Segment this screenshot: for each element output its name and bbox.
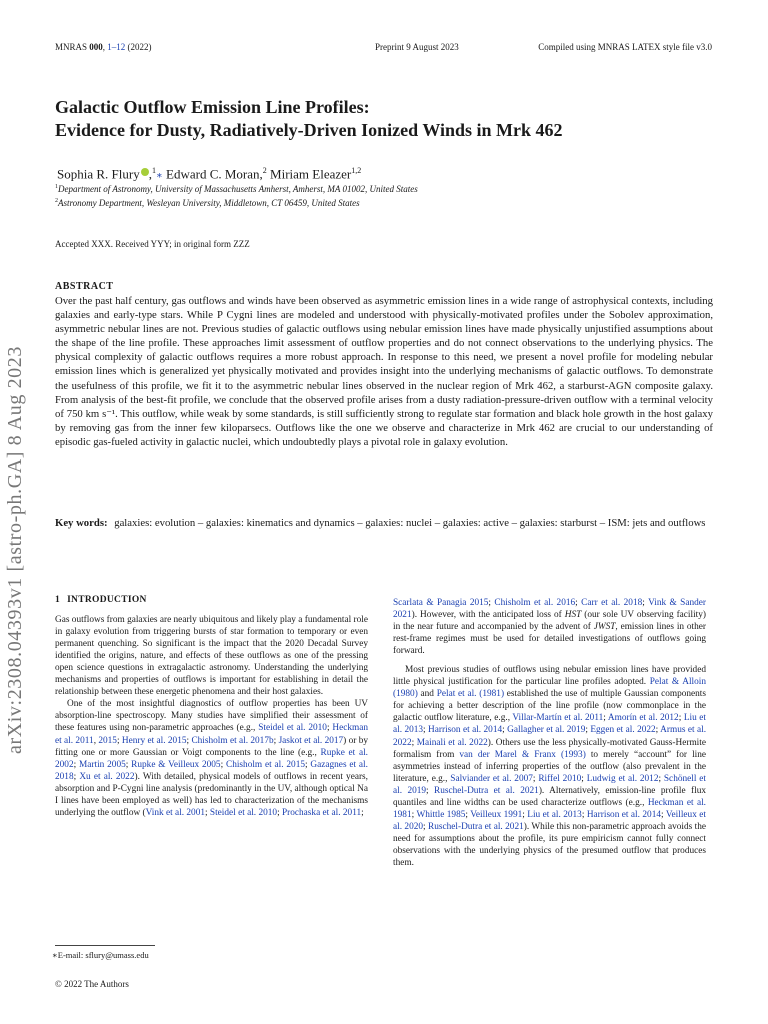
- citation-link[interactable]: Harrison et al. 2014: [428, 725, 503, 736]
- citation-link[interactable]: Ludwig et al. 2012: [586, 773, 659, 784]
- citation-link[interactable]: Riffel 2010: [538, 773, 582, 784]
- citation-link[interactable]: Prochaska et al. 2011: [281, 807, 362, 818]
- citation-link[interactable]: 2015: [98, 735, 117, 746]
- paragraph: Scarlata & Panagia 2015; Chisholm et al. 2016; Carr et al. 2018; Vink & Sander 2021). However, with the anticipated loss of HST (our sole UV observing facility) in the near future and accompanied by the advent of JWST, emission lines in other rest-frame regimes must be used for detailed investigations of outflows going forward.: [393, 598, 707, 657]
- footnote-divider: [55, 945, 155, 946]
- telescope-name: JWST: [593, 622, 616, 633]
- keywords: [55, 516, 713, 531]
- citation-link[interactable]: Scarlata & Panagia 2015: [393, 598, 489, 608]
- journal-reference: MNRAS 000, 1–12 (2022): [55, 42, 152, 52]
- citation-link[interactable]: Henry et al. 2015: [121, 735, 187, 746]
- orcid-icon[interactable]: [141, 168, 149, 176]
- citation-link[interactable]: Jaskot et al. 2017: [278, 735, 344, 746]
- citation-link[interactable]: Eggen et al. 2022: [590, 725, 656, 736]
- citation-link[interactable]: Steidel et al. 2010: [258, 723, 327, 734]
- citation-link[interactable]: van der Marel & Franx: [459, 749, 556, 760]
- citation-link[interactable]: Villar-Martín et al. 2011: [512, 713, 604, 724]
- author-list: Sophia R. Flury ,$^1$∗ Edward C. Moran,$^2$ Miriam Eleazer$^{1,2}$: [57, 166, 362, 182]
- citation-link[interactable]: Amorín et al. 2012: [607, 713, 679, 724]
- paragraph: One of the most insightful diagnostics of outflow properties has been UV absorption-line spectroscopy. Many studies have simplified their assessment of these features using non-parametric approaches (e.g., Steidel et al. 2010; Heckman et al. 2011, 2015; Henry et al. 2015; Chisholm et al. 2017b; Jaskot et al. 2017) or by fitting one or more Gaussian or Voigt components to the line (e.g., Rupke et al. 2002; Martin 2005; Rupke & Veilleux 2005; Chisholm et al. 2015; Gazagnes et al. 2018; Xu et al. 2022). With detailed, physical models of outflows in recent years, absorption and P-Cygni line analysis (predominantly in the UV, although optical Na I lines have been employed as well) has led to characterization of the mechanisms underlying the outflow (Vink et al. 2001; Steidel et al. 2010; Prochaska et al. 2011;: [55, 699, 368, 818]
- citation-link[interactable]: Carr et al. 2018: [581, 598, 643, 608]
- left-column: [55, 594, 368, 819]
- citation-link[interactable]: Salviander et al. 2007: [450, 773, 533, 784]
- citation-link[interactable]: (1993): [561, 749, 586, 760]
- citation-link[interactable]: Schönell et al. 2019: [393, 773, 706, 796]
- right-column: [393, 597, 706, 869]
- section-heading: 1 INTRODUCTION: [55, 595, 147, 605]
- running-header: [55, 40, 712, 54]
- title-line-2: Evidence for Dusty, Radiatively-Driven Ionized Winds in Mrk 462: [55, 120, 563, 140]
- citation-link[interactable]: Armus et al. 2022: [393, 725, 707, 748]
- author-affiliation-sup: 2: [262, 166, 267, 175]
- copyright-notice: © 2022 The Authors: [55, 979, 129, 989]
- citation-link[interactable]: Steidel et al. 2010: [209, 807, 278, 818]
- author-name: Edward C. Moran,: [166, 166, 263, 182]
- author-affiliation-sup: 1: [151, 166, 156, 175]
- citation-link[interactable]: Ruschel-Dutra et al. 2021: [428, 821, 524, 832]
- citation-link[interactable]: Chisholm et al. 2016: [494, 598, 576, 608]
- paragraph: Gas outflows from galaxies are nearly ubiquitous and likely play a fundamental role in galaxy evolution from triggering bursts of star formation to temporary or even permanent quenching. So significant is the impact that the 2020 Decadal Survey identified the origins, nature, and effects of these outflows as one of the pressing open science questions in extragalactic astronomy. Understanding the underlying mechanisms and properties of outflows is important for establishing in detail the relationship between these energetic phenomena and their host galaxies.: [55, 615, 368, 698]
- citation-link[interactable]: Gallagher et al. 2019: [507, 725, 586, 736]
- journal-volume: 000: [89, 42, 103, 52]
- citation-link[interactable]: Ruschel-Dutra et al. 2021: [434, 785, 539, 796]
- preprint-date: Preprint 9 August 2023: [375, 42, 459, 52]
- citation-link[interactable]: Rupke & Veilleux 2005: [131, 759, 221, 770]
- footnote-email: ∗E-mail: sflury@umass.edu: [52, 950, 149, 960]
- citation-link[interactable]: Pelat & Alloin: [649, 677, 706, 688]
- citation-link[interactable]: Martin 2005: [79, 759, 126, 770]
- corresponding-author-star-icon[interactable]: ∗: [155, 170, 163, 182]
- affiliation: $^1$Department of Astronomy, University of Massachusetts Amherst, Amherst, MA 01002, United States: [55, 184, 418, 194]
- title-line-1: Galactic Outflow Emission Line Profiles:: [55, 97, 370, 117]
- citation-link[interactable]: (1980): [393, 689, 418, 700]
- keywords-label: Key words:: [55, 517, 108, 529]
- citation-link[interactable]: Rupke et al. 2002: [55, 747, 368, 770]
- author-name: Miriam Eleazer: [270, 166, 352, 182]
- citation-link[interactable]: Liu et al. 2013: [393, 713, 706, 736]
- telescope-name: HST: [564, 610, 582, 621]
- journal-year: (2022): [127, 42, 152, 52]
- citation-link[interactable]: Whittle 1985: [416, 809, 466, 820]
- citation-link[interactable]: Gazagnes et al. 2018: [55, 759, 368, 782]
- citation-link[interactable]: Liu et al. 2013: [527, 809, 582, 820]
- citation-link[interactable]: Pelat et al.: [436, 689, 477, 700]
- citation-link[interactable]: Heckman et al. 2011: [55, 723, 368, 746]
- citation-link[interactable]: Veilleux et al. 2020: [393, 809, 706, 832]
- citation-link[interactable]: Heckman et al. 1981: [393, 797, 706, 820]
- keywords-text: galaxies: evolution – galaxies: kinematics and dynamics – galaxies: nuclei – galaxies: active – galaxies: starburst – ISM: jets and outflows: [114, 517, 706, 529]
- citation-link[interactable]: (1981): [479, 689, 505, 700]
- arxiv-identifier-stamp: arXiv:2308.04393v1 [astro-ph.GA] 8 Aug 2023: [4, 346, 26, 754]
- page-range-link[interactable]: 1–12: [107, 42, 126, 52]
- citation-link[interactable]: Vink et al. 2001: [145, 807, 205, 818]
- citation-link[interactable]: Chisholm et al. 2015: [226, 759, 305, 770]
- citation-link[interactable]: Vink & Sander 2021: [393, 598, 706, 621]
- citation-link[interactable]: Mainali et al. 2022: [416, 737, 488, 748]
- compiled-note: Compiled using MNRAS LATEX style file v3.0: [538, 42, 712, 52]
- abstract-heading: ABSTRACT: [55, 281, 114, 292]
- author-name: Sophia R. Flury: [57, 166, 140, 182]
- citation-link[interactable]: Xu et al. 2022: [79, 771, 135, 782]
- author-affiliation-sup: 1,2: [351, 166, 362, 175]
- paper-title: [55, 96, 715, 142]
- citation-link[interactable]: Veilleux 1991: [470, 809, 523, 820]
- acceptance-note: Accepted XXX. Received YYY; in original form ZZZ: [55, 239, 250, 249]
- citation-link[interactable]: Harrison et al. 2014: [586, 809, 661, 820]
- abstract-text: Over the past half century, gas outflows and winds have been observed as asymmetric emission lines in a wide range of astrophysical contexts, including galaxies and early-type stars. While P Cygni lines are modeled and understood with physically-motivated profiles under the Sobolev approximation, asymmetric nebular lines are not. Previous studies of galactic outflows using nebular emission lines have made physically unjustified assumptions about the shape of the line profile. These approaches limit assessment of outflow properties and do not connect observations to the underlying physics. The physical complexity of galactic outflows requires a more robust approach. In response to this need, we present a novel profile for modeling nebular emission lines which is generalized yet physically motivated and provides insight into the underlying mechanisms of galactic outflows. To demonstrate the usefulness of this profile, we fit it to the asymmetric nebular lines observed in the nuclear region of Mrk 462, a starburst-AGN composite galaxy. From analysis of the best-fit profile, we conclude that the observed profile arises from a dusty radiation-pressure-driven outflow with a terminal velocity of 750 km s⁻¹. This outflow, while weak by some standards, is still sufficiently strong to regulate star formation and black hole growth in the host galaxy by removing gas from the inner few kiloparsecs. Outflows like the one we observe and characterize in Mrk 462 are crucial to our understanding of episodic gas-fueled activity in galactic nuclei, which undoubtedly plays a pivotal role in galaxy evolution.: [55, 295, 713, 448]
- citation-link[interactable]: Chisholm et al. 2017b: [191, 735, 274, 746]
- affiliation: $^2$Astronomy Department, Wesleyan University, Middletown, CT 06459, United States: [55, 198, 360, 208]
- paragraph: Most previous studies of outflows using nebular emission lines have provided little physical justification for the particular line profiles adopted. Pelat & Alloin (1980) and Pelat et al. (1981) established the use of multiple Gaussian components for achieving a better description of the line profile (now commonplace in the galactic outflow literature, e.g., Villar-Martín et al. 2011; Amorín et al. 2012; Liu et al. 2013; Harrison et al. 2014; Gallagher et al. 2019; Eggen et al. 2022; Armus et al. 2022; Mainali et al. 2022). Others use the less physically-motivated Gauss-Hermite formalism from van der Marel & Franx (1993) to merely “account” for line asymmetries instead of inferring properties of the outflow (also prevalent in the literature, e.g., Salviander et al. 2007; Riffel 2010; Ludwig et al. 2012; Schönell et al. 2019; Ruschel-Dutra et al. 2021). Alternatively, emission-line profile flux quantiles and line widths can be used characterize outflows (e.g., Heckman et al. 1981; Whittle 1985; Veilleux 1991; Liu et al. 2013; Harrison et al. 2014; Veilleux et al. 2020; Ruschel-Dutra et al. 2021). While this non-parametric approach avoids the need for assumptions about the profile, its pure empiricism cannot fully connect observations with the underlying physics of the presumed outflow that produces them.: [393, 665, 707, 868]
